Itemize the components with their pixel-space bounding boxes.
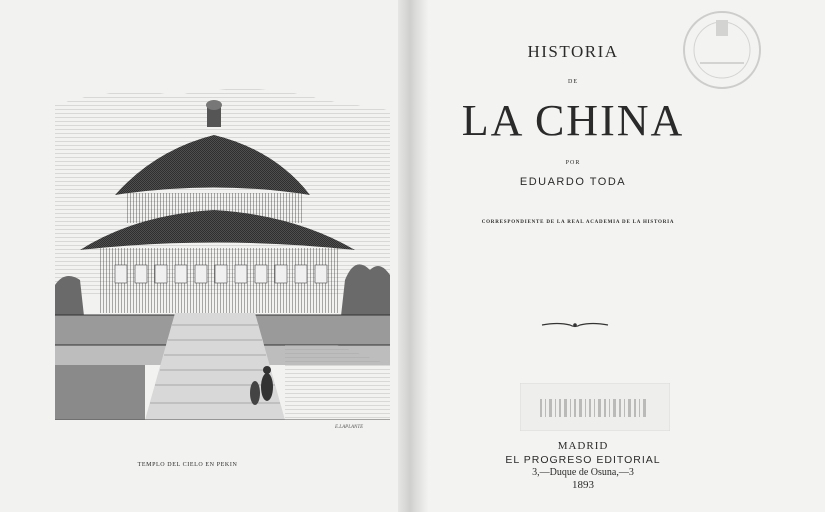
frontispiece-page — [0, 0, 405, 512]
title-de: DE — [568, 79, 578, 85]
artist-signature: E.LAPLANTE — [335, 425, 364, 430]
publisher-address: 3,—Duque de Osuna,—3 — [532, 467, 634, 478]
title-page — [428, 0, 825, 512]
author-affiliation: CORRESPONDIENTE DE LA REAL ACADEMIA DE LA HISTORIA — [481, 220, 675, 225]
title-top: HISTORIA — [527, 42, 619, 61]
by-label: POR — [565, 160, 581, 166]
publisher-name: EL PROGRESO EDITORIAL — [505, 454, 661, 466]
main-title: LA CHINA — [461, 96, 685, 145]
author-name: EDUARDO TODA — [519, 176, 627, 188]
publication-year: 1893 — [572, 479, 594, 491]
ornament-rule — [540, 319, 610, 331]
publication-city: MADRID — [557, 440, 609, 452]
library-barcode-label — [520, 383, 670, 431]
frontispiece-caption: TEMPLO DEL CIELO EN PEKIN — [137, 462, 238, 468]
library-stamp — [680, 8, 765, 93]
temple-of-heaven-engraving — [55, 65, 390, 420]
book-gutter — [398, 0, 428, 512]
